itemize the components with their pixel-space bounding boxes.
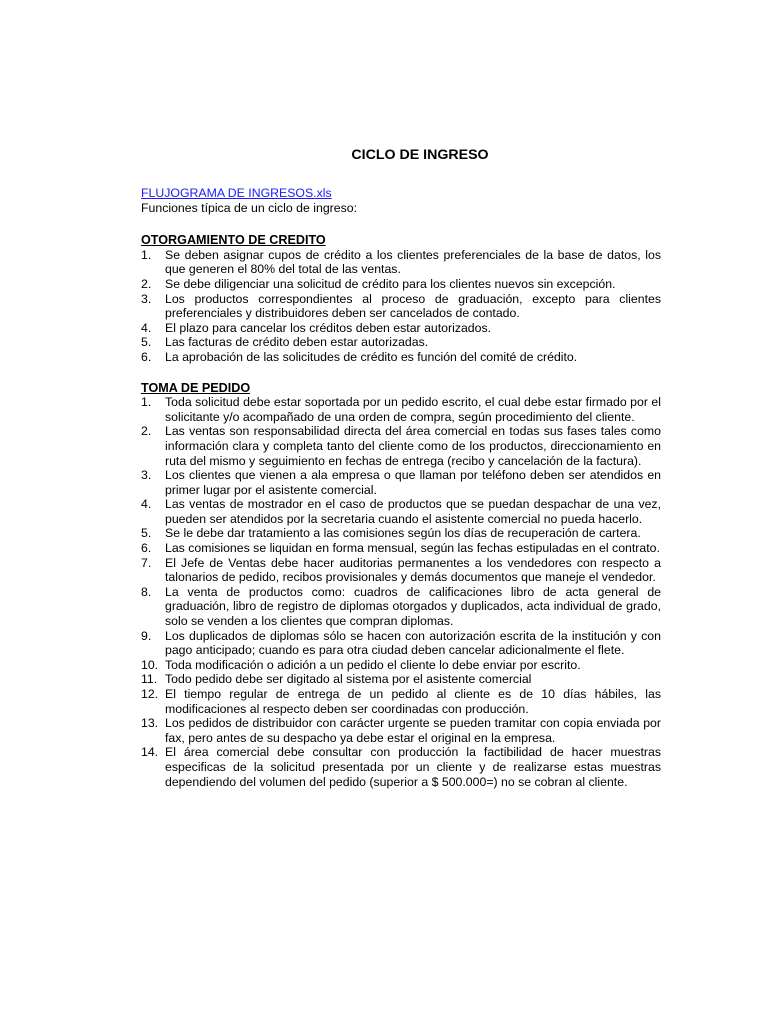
item-number: 6. <box>141 349 152 364</box>
item-number: 5. <box>141 335 152 350</box>
item-text: El plazo para cancelar los créditos deben estar autorizados. <box>165 320 492 335</box>
item-text: La venta de productos como: cuadros de calificaciones libro de acta general de graduación, libro de registro de diplomas otorgados y duplicados, acta individual de grado, solo se venden a los clientes que compran diplomas. <box>165 584 661 629</box>
list-item <box>141 672 661 687</box>
item-number: 4. <box>141 497 152 512</box>
item-text: Toda solicitud debe estar soportada por un pedido escrito, el cual debe estar firmado por el solicitante y/o acompañado de una orden de compra, según procedimiento del cliente. <box>165 395 661 424</box>
section-heading-toma-de-pedido: TOMA DE PEDIDO <box>141 380 251 395</box>
item-text: Las ventas de mostrador en el caso de productos que se puedan despachar de una vez, pueden ser atendidos por la secretaria cuando el asistente comercial no pueda hacerlo. <box>165 497 661 526</box>
list-otorgamiento <box>141 248 661 365</box>
document-title: CICLO DE INGRESO <box>351 147 489 163</box>
item-text: Las ventas son responsabilidad directa del área comercial en todas sus fases tales como información clara y completa tanto del cliente como de los productos, direccionamiento en ruta del mismo y seguimiento en fechas de entrega (recibo y cancelación de la factura). <box>165 424 661 468</box>
list-item <box>141 468 661 497</box>
item-text: El área comercial debe consultar con producción la factibilidad de hacer muestras especificas de la solicitud presentada por un cliente y de realizarse estas muestras dependiendo del volumen del pedido (superior a $ 500.000=) no se cobran al cliente. <box>165 745 661 789</box>
item-text: Los duplicados de diplomas sólo se hacen con autorización escrita de la institución y con pago anticipado; cuando es para otra ciudad deben cancelar adicionalmente el flete. <box>165 628 661 658</box>
item-number: 9. <box>141 628 152 643</box>
item-number: 13. <box>141 716 159 731</box>
item-number: 14. <box>141 745 159 760</box>
list-item <box>141 541 661 556</box>
item-number: 6. <box>141 541 152 556</box>
list-item <box>141 687 661 716</box>
list-item <box>141 395 661 424</box>
item-number: 7. <box>141 555 152 570</box>
list-item <box>141 335 661 350</box>
list-item <box>141 277 661 292</box>
list-item <box>141 321 661 336</box>
list-item <box>141 497 661 526</box>
item-number: 3. <box>141 468 152 483</box>
list-item <box>141 350 661 365</box>
item-text: Las facturas de crédito deben estar autorizadas. <box>165 335 429 350</box>
list-item <box>141 585 661 629</box>
item-text: Los clientes que vienen a ala empresa o que llaman por teléfono deben ser atendidos en primer lugar por el asistente comercial. <box>165 468 661 497</box>
item-number: 8. <box>141 584 152 599</box>
list-item <box>141 716 661 745</box>
item-text: La aprobación de las solicitudes de crédito es función del comité de crédito. <box>165 349 578 364</box>
item-number: 1. <box>141 395 152 410</box>
section-heading-otorgamiento: OTORGAMIENTO DE CREDITO <box>141 233 326 248</box>
document-body <box>141 186 661 789</box>
item-number: 10. <box>141 657 159 672</box>
item-number: 11. <box>141 672 158 687</box>
item-text: Toda modificación o adición a un pedido el cliente lo debe enviar por escrito. <box>165 657 581 672</box>
list-item <box>141 526 661 541</box>
item-text: Se debe diligenciar una solicitud de crédito para los clientes nuevos sin excepción. <box>165 276 616 291</box>
item-text: Se le debe dar tratamiento a las comisiones según los días de recuperación de cartera. <box>165 526 641 541</box>
item-number: 2. <box>141 424 152 439</box>
list-item <box>141 248 661 277</box>
intro-text: Funciones típica de un ciclo de ingreso: <box>141 200 358 215</box>
list-item <box>141 745 661 789</box>
item-text: Las comisiones se liquidan en forma mensual, según las fechas estipuladas en el contrato. <box>165 541 660 556</box>
item-number: 3. <box>141 291 152 306</box>
item-text: El tiempo regular de entrega de un pedido al cliente es de 10 días hábiles, las modificaciones al respecto deben ser coordinadas con producción. <box>165 687 661 716</box>
item-text: Los pedidos de distribuidor con carácter urgente se pueden tramitar con copia enviada por fax, pero antes de su despacho ya debe estar el original en la empresa. <box>165 716 661 745</box>
item-text: El Jefe de Ventas debe hacer auditorias permanentes a los vendedores con respecto a talonarios de pedido, recibos provisionales y demás documentos que maneje el vendedor. <box>165 555 661 585</box>
item-number: 4. <box>141 320 152 335</box>
item-text: Todo pedido debe ser digitado al sistema por el asistente comercial <box>165 672 532 687</box>
flujograma-link[interactable]: FLUJOGRAMA DE INGRESOS.xls <box>141 186 332 200</box>
list-item <box>141 658 661 673</box>
item-text: Los productos correspondientes al proceso de graduación, excepto para clientes preferenciales y distribuidores deben ser cancelados de contado. <box>165 291 661 321</box>
item-text: Se deben asignar cupos de crédito a los clientes preferenciales de la base de datos, los que generen el 80% del total de las ventas. <box>165 247 661 277</box>
list-toma-de-pedido <box>141 395 661 789</box>
list-item <box>141 292 661 321</box>
item-number: 2. <box>141 276 152 291</box>
item-number: 12. <box>141 687 159 701</box>
list-item <box>141 424 661 468</box>
list-item <box>141 629 661 658</box>
item-number: 5. <box>141 526 152 541</box>
list-item <box>141 556 661 585</box>
item-number: 1. <box>141 247 152 262</box>
